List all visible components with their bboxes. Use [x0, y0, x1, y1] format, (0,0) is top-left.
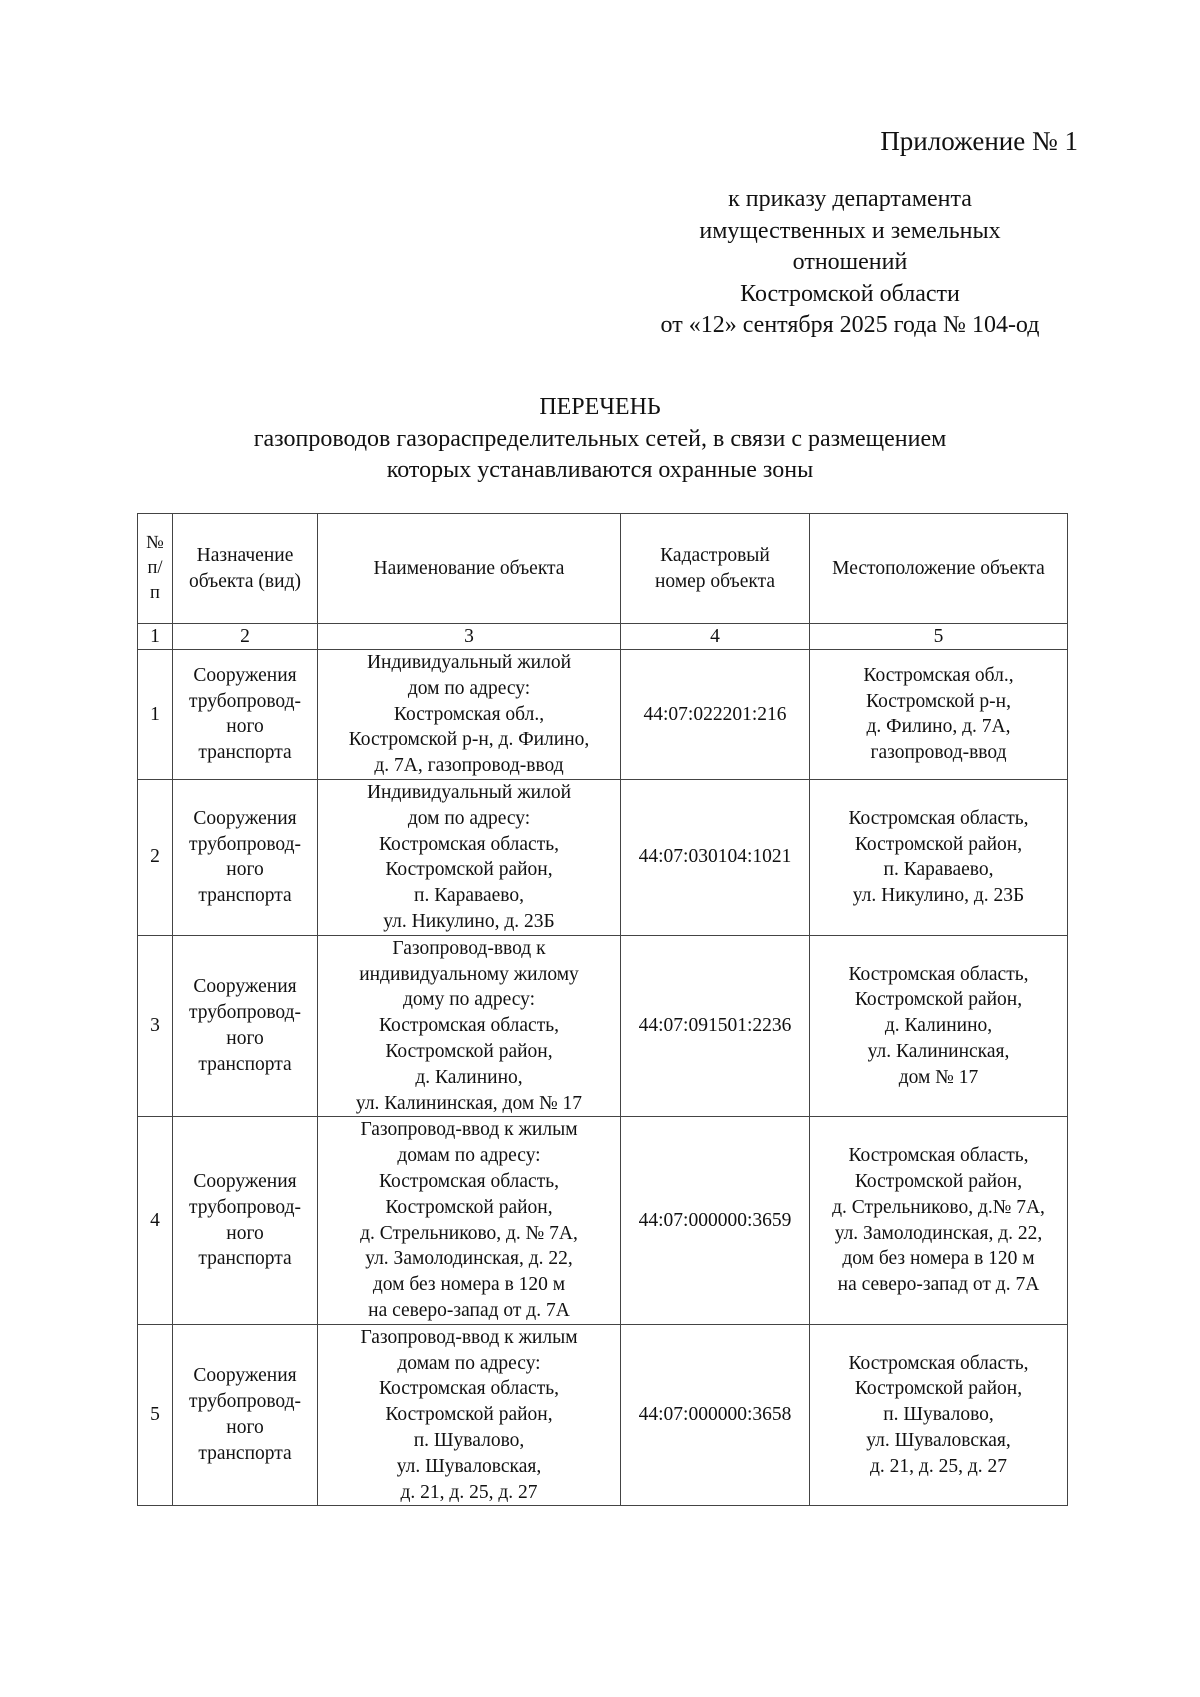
row-number: 3: [138, 935, 173, 1117]
index-cell: 2: [173, 624, 318, 650]
object-type: Сооружения трубопровод- ного транспорта: [173, 935, 318, 1117]
object-name: Индивидуальный жилой дом по адресу: Костромская обл., Костромской р-н, д. Филино, д. 7А, газопровод-ввод: [318, 650, 621, 780]
object-name: Газопровод-ввод к жилым домам по адресу: Костромская область, Костромской район, д. Стрельниково, д. № 7А, ул. Замолодинская, д. 22, дом без номера в 120 м на северо-запад от д. 7А: [318, 1117, 621, 1324]
table-row: [138, 935, 1068, 1117]
heading-subtitle-line: которых устанавливаются охранные зоны: [386, 457, 814, 483]
approval-line: Костромской области: [740, 280, 960, 307]
cadastral-number: 44:07:091501:2236: [621, 935, 810, 1117]
appendix-title: Приложение № 1: [880, 126, 1078, 156]
header-object-type: Назначение объекта (вид): [173, 514, 318, 624]
row-number: 2: [138, 779, 173, 935]
header-object-location: Местоположение объекта: [810, 514, 1068, 624]
table-row: [138, 1324, 1068, 1506]
approval-line: к приказу департамента: [728, 186, 972, 212]
cadastral-number: 44:07:022201:216: [621, 650, 810, 780]
row-number: 1: [138, 650, 173, 780]
index-cell: 4: [621, 624, 810, 650]
document-heading: [0, 392, 1200, 487]
table-row: [138, 650, 1068, 780]
header-cadastral-number: Кадастровый номер объекта: [621, 514, 810, 624]
heading-title: ПЕРЕЧЕНЬ: [539, 394, 661, 420]
index-cell: 3: [318, 624, 621, 650]
cadastral-number: 44:07:000000:3659: [621, 1117, 810, 1324]
object-type: Сооружения трубопровод- ного транспорта: [173, 1324, 318, 1506]
header-number: № п/ п: [138, 514, 173, 624]
object-location: Костромская область, Костромской район, д. Калинино, ул. Калининская, дом № 17: [810, 935, 1068, 1117]
object-type: Сооружения трубопровод- ного транспорта: [173, 779, 318, 935]
approval-line: имущественных и земельных: [699, 217, 1001, 244]
object-location: Костромская обл., Костромской р-н, д. Филино, д. 7А, газопровод-ввод: [810, 650, 1068, 780]
index-cell: 5: [810, 624, 1068, 650]
index-cell: 1: [138, 624, 173, 650]
header-object-name: Наименование объекта: [318, 514, 621, 624]
approval-line: отношений: [792, 249, 908, 275]
object-location: Костромская область, Костромской район, д. Стрельниково, д.№ 7А, ул. Замолодинская, д. 22, дом без номера в 120 м на северо-запад от д. 7А: [810, 1117, 1068, 1324]
cadastral-number: 44:07:030104:1021: [621, 779, 810, 935]
gas-pipelines-table: [137, 513, 1068, 1506]
table-row: [138, 779, 1068, 935]
approval-block: [575, 184, 1125, 342]
table-header-row: [138, 514, 1068, 624]
object-name: Газопровод-ввод к индивидуальному жилому дому по адресу: Костромская область, Костромской район, д. Калинино, ул. Калининская, дом № 17: [318, 935, 621, 1117]
table-row: [138, 1117, 1068, 1324]
row-number: 4: [138, 1117, 173, 1324]
object-name: Газопровод-ввод к жилым домам по адресу: Костромская область, Костромской район, п. Шувалово, ул. Шуваловская, д. 21, д. 25, д. 27: [318, 1324, 621, 1506]
cadastral-number: 44:07:000000:3658: [621, 1324, 810, 1506]
row-number: 5: [138, 1324, 173, 1506]
object-type: Сооружения трубопровод- ного транспорта: [173, 1117, 318, 1324]
object-location: Костромская область, Костромской район, п. Караваево, ул. Никулино, д. 23Б: [810, 779, 1068, 935]
table-index-row: [138, 624, 1068, 650]
approval-line: от «12» сентября 2025 года № 104-од: [660, 312, 1040, 338]
object-name: Индивидуальный жилой дом по адресу: Костромская область, Костромской район, п. Караваево, ул. Никулино, д. 23Б: [318, 779, 621, 935]
heading-subtitle-line: газопроводов газораспределительных сетей, в связи с размещением: [253, 425, 947, 452]
object-location: Костромская область, Костромской район, п. Шувалово, ул. Шуваловская, д. 21, д. 25, д. 27: [810, 1324, 1068, 1506]
object-type: Сооружения трубопровод- ного транспорта: [173, 650, 318, 780]
